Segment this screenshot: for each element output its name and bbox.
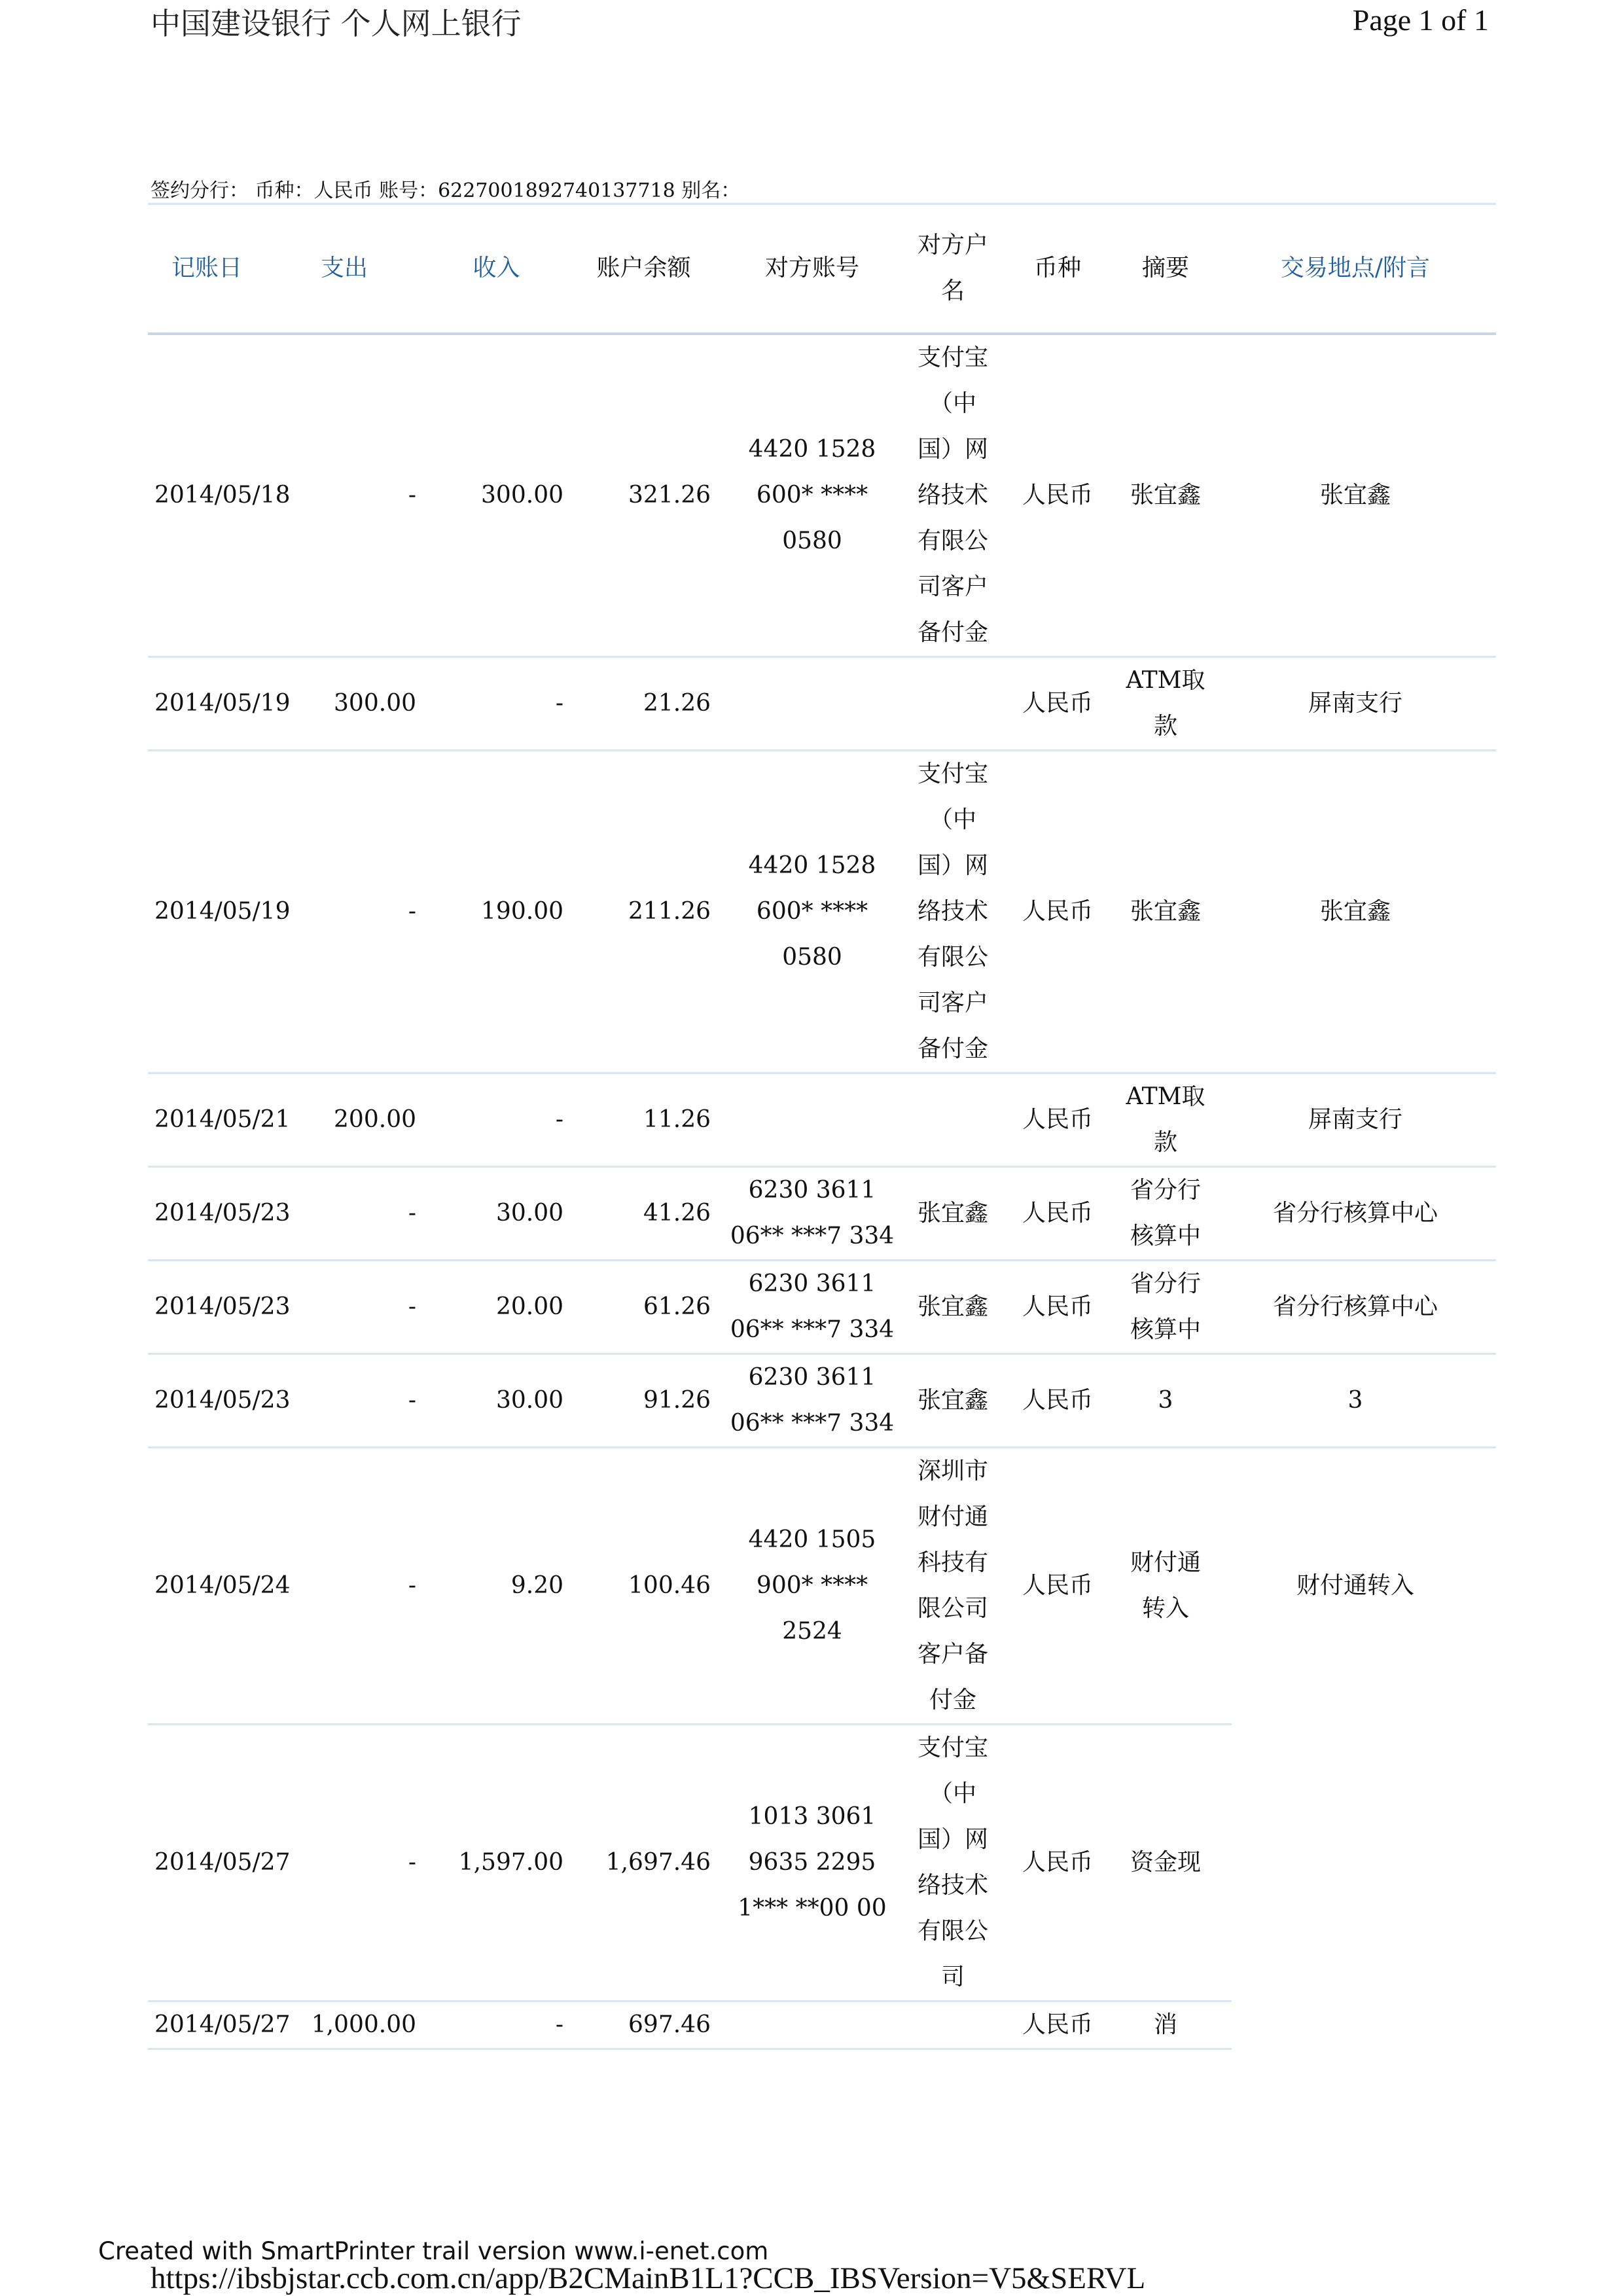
col-balance: 账户余额	[570, 204, 717, 334]
page-number: Page 1 of 1	[1352, 3, 1489, 37]
counter-name-cell	[907, 1073, 999, 1166]
out-cell: -	[266, 1354, 423, 1447]
counter-name-cell: 张宜鑫	[907, 1166, 999, 1260]
out-cell: -	[266, 1166, 423, 1260]
table-row	[148, 750, 1496, 1073]
memo-cell: ATM取款	[1116, 1073, 1215, 1166]
place-cell: 张宜鑫	[1215, 750, 1496, 1073]
date-cell: 2014/05/27	[148, 2001, 266, 2049]
date-cell: 2014/05/18	[148, 334, 266, 657]
date-cell: 2014/05/23	[148, 1354, 266, 1447]
date-cell: 2014/05/19	[148, 750, 266, 1073]
counter-account-cell: 4420 1528 600* **** 0580	[717, 334, 907, 657]
counter-name-cell	[907, 2001, 999, 2049]
counter-name-cell: 支付宝（中国）网络技术有限公司客户备付金	[907, 334, 999, 657]
col-currency: 币种	[999, 204, 1116, 334]
out-cell: 200.00	[266, 1073, 423, 1166]
col-in[interactable]: 收入	[423, 204, 570, 334]
col-counter-name: 对方户名	[907, 204, 999, 334]
in-cell: -	[423, 2001, 570, 2049]
balance-cell: 41.26	[570, 1166, 717, 1260]
currency-cell: 人民币	[999, 1073, 1116, 1166]
table-row	[148, 1447, 1496, 1724]
counter-name-cell: 张宜鑫	[907, 1260, 999, 1354]
memo-cell: 张宜鑫	[1116, 750, 1215, 1073]
out-cell: -	[266, 1724, 423, 2001]
in-cell: -	[423, 656, 570, 750]
memo-cell: 张宜鑫	[1116, 334, 1215, 657]
counter-account-cell: 4420 1528 600* **** 0580	[717, 750, 907, 1073]
place-cell: 财付通转入	[1215, 1447, 1496, 1724]
place-cell: 张宜鑫	[1215, 334, 1496, 657]
cropped-area	[1232, 1702, 1623, 2094]
page-url: https://ibsbjstar.ccb.com.cn/app/B2CMainB1L1?CCB_IBSVersion=V5&SERVL	[151, 2261, 1146, 2295]
counter-account-cell	[717, 1073, 907, 1166]
out-cell: -	[266, 334, 423, 657]
table-row	[148, 1354, 1496, 1447]
out-cell: -	[266, 1260, 423, 1354]
counter-account-cell: 6230 3611 06** ***7 334	[717, 1166, 907, 1260]
date-cell: 2014/05/24	[148, 1447, 266, 1724]
counter-name-cell: 张宜鑫	[907, 1354, 999, 1447]
memo-cell: 消	[1116, 2001, 1215, 2049]
counter-account-cell: 1013 3061 9635 2295 1*** **00 00	[717, 1724, 907, 2001]
balance-cell: 21.26	[570, 656, 717, 750]
currency-cell: 人民币	[999, 1447, 1116, 1724]
balance-cell: 1,697.46	[570, 1724, 717, 2001]
in-cell: 1,597.00	[423, 1724, 570, 2001]
table-row	[148, 334, 1496, 657]
balance-cell: 321.26	[570, 334, 717, 657]
in-cell: 190.00	[423, 750, 570, 1073]
date-cell: 2014/05/27	[148, 1724, 266, 2001]
currency-cell: 人民币	[999, 750, 1116, 1073]
currency-cell: 人民币	[999, 2001, 1116, 2049]
balance-cell: 61.26	[570, 1260, 717, 1354]
in-cell: 9.20	[423, 1447, 570, 1724]
col-out[interactable]: 支出	[266, 204, 423, 334]
counter-account-cell: 6230 3611 06** ***7 334	[717, 1260, 907, 1354]
currency-cell: 人民币	[999, 334, 1116, 657]
bank-title: 中国建设银行 个人网上银行	[151, 6, 522, 41]
currency-cell: 人民币	[999, 656, 1116, 750]
balance-cell: 100.46	[570, 1447, 717, 1724]
in-cell: 300.00	[423, 334, 570, 657]
in-cell: 30.00	[423, 1354, 570, 1447]
memo-cell: 3	[1116, 1354, 1215, 1447]
table-row	[148, 656, 1496, 750]
col-date[interactable]: 记账日	[148, 204, 266, 334]
counter-account-cell	[717, 2001, 907, 2049]
balance-cell: 91.26	[570, 1354, 717, 1447]
date-cell: 2014/05/19	[148, 656, 266, 750]
in-cell: 30.00	[423, 1166, 570, 1260]
counter-name-cell: 深圳市财付通科技有限公司客户备付金	[907, 1447, 999, 1724]
col-counter-account: 对方账号	[717, 204, 907, 334]
currency-cell: 人民币	[999, 1724, 1116, 2001]
account-info: 签约分行： 币种：人民币 账号：6227001892740137718 别名：	[151, 179, 741, 202]
in-cell: 20.00	[423, 1260, 570, 1354]
out-cell: -	[266, 750, 423, 1073]
date-cell: 2014/05/21	[148, 1073, 266, 1166]
currency-cell: 人民币	[999, 1354, 1116, 1447]
place-cell: 屏南支行	[1215, 1073, 1496, 1166]
smartprinter-watermark: Created with SmartPrinter trail version www.i-enet.com	[98, 2237, 769, 2265]
place-cell: 屏南支行	[1215, 656, 1496, 750]
place-cell: 3	[1215, 1354, 1496, 1447]
balance-cell: 11.26	[570, 1073, 717, 1166]
table-row	[148, 1260, 1496, 1354]
in-cell: -	[423, 1073, 570, 1166]
balance-cell: 697.46	[570, 2001, 717, 2049]
table-row	[148, 1166, 1496, 1260]
memo-cell: 财付通转入	[1116, 1447, 1215, 1724]
memo-cell: 资金现	[1116, 1724, 1215, 2001]
out-cell: 1,000.00	[266, 2001, 423, 2049]
counter-account-cell: 4420 1505 900* **** 2524	[717, 1447, 907, 1724]
place-cell: 省分行核算中心	[1215, 1166, 1496, 1260]
counter-account-cell: 6230 3611 06** ***7 334	[717, 1354, 907, 1447]
counter-name-cell	[907, 656, 999, 750]
date-cell: 2014/05/23	[148, 1166, 266, 1260]
col-place[interactable]: 交易地点/附言	[1215, 204, 1496, 334]
table-header-row	[148, 204, 1496, 334]
memo-cell: ATM取款	[1116, 656, 1215, 750]
balance-cell: 211.26	[570, 750, 717, 1073]
currency-cell: 人民币	[999, 1166, 1116, 1260]
out-cell: -	[266, 1447, 423, 1724]
place-cell: 省分行核算中心	[1215, 1260, 1496, 1354]
col-memo: 摘要	[1116, 204, 1215, 334]
counter-account-cell	[717, 656, 907, 750]
memo-cell: 省分行核算中	[1116, 1260, 1215, 1354]
date-cell: 2014/05/23	[148, 1260, 266, 1354]
memo-cell: 省分行核算中	[1116, 1166, 1215, 1260]
table-row	[148, 1073, 1496, 1166]
counter-name-cell: 支付宝（中国）网络技术有限公司客户备付金	[907, 750, 999, 1073]
out-cell: 300.00	[266, 656, 423, 750]
currency-cell: 人民币	[999, 1260, 1116, 1354]
counter-name-cell: 支付宝（中国）网络技术有限公司	[907, 1724, 999, 2001]
